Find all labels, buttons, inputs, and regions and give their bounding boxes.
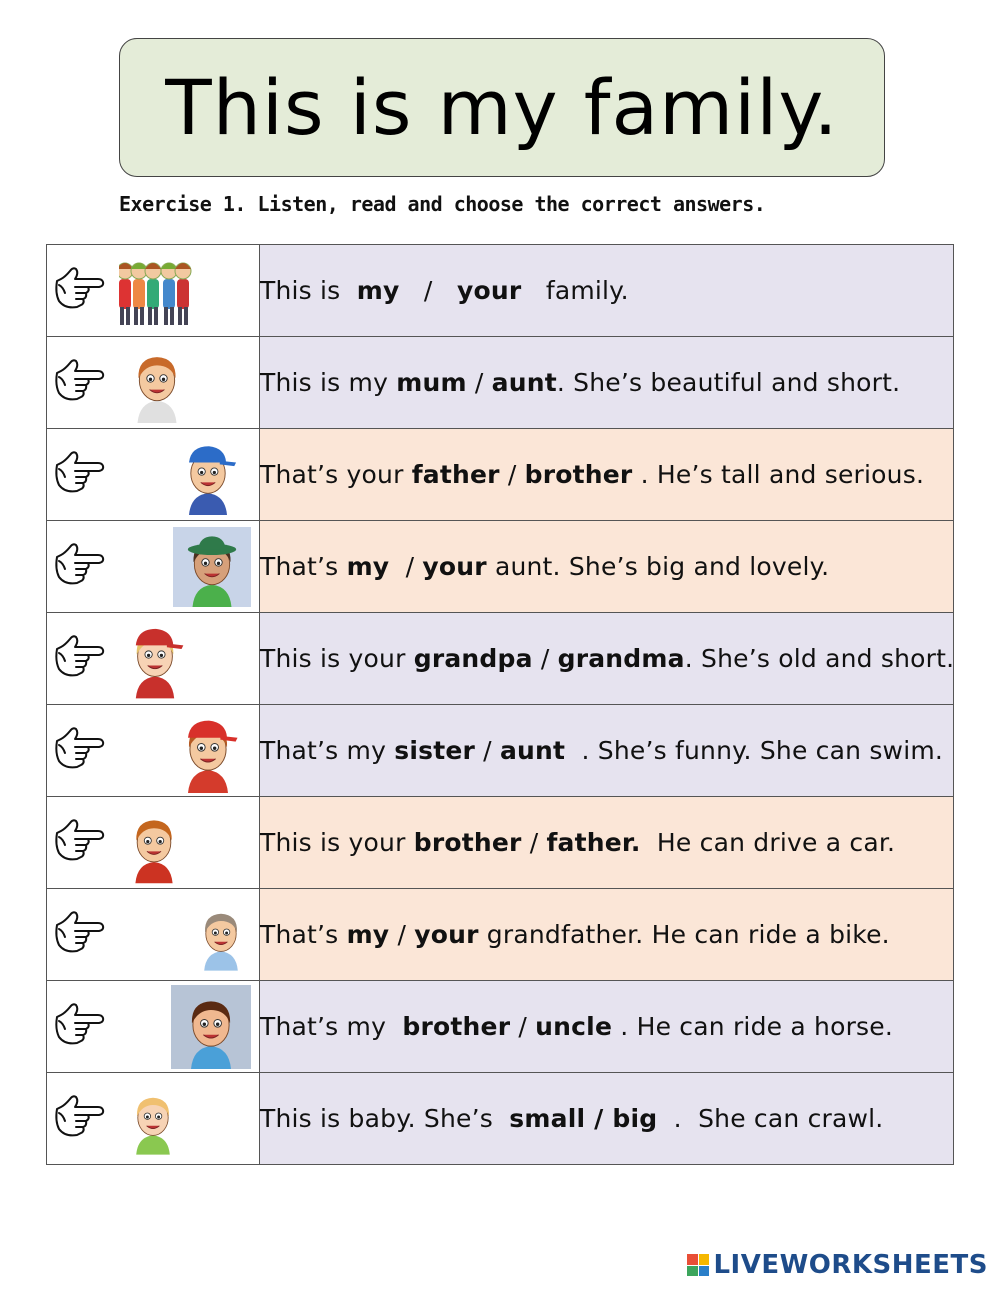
sentence-cell — [260, 889, 954, 981]
answer-choice[interactable]: father — [411, 460, 500, 489]
exercise-row — [47, 705, 954, 797]
row-picture-cell — [47, 797, 260, 889]
row-picture-cell — [47, 889, 260, 981]
sentence-text: That’s my — [260, 1012, 403, 1041]
exercise-row — [47, 889, 954, 981]
sentence-text: That’s your — [260, 460, 412, 489]
sentence-cell — [260, 429, 954, 521]
sentence-text: / — [521, 828, 547, 857]
exercise-row — [47, 429, 954, 521]
pointing-hand-icon — [51, 817, 105, 865]
row-picture-cell — [47, 705, 260, 797]
page-title: This is my family. — [165, 63, 839, 152]
row-picture-cell — [47, 613, 260, 705]
sentence-text: That’s — [260, 552, 347, 581]
exercise-row — [47, 245, 954, 337]
sentence-text: family. — [521, 276, 629, 305]
row-picture-cell — [47, 245, 260, 337]
brother-cap-illustration — [175, 439, 241, 519]
row-picture-cell — [47, 429, 260, 521]
exercise-row — [47, 797, 954, 889]
answer-choice[interactable]: brother — [402, 1012, 511, 1041]
sentence-cell — [260, 337, 954, 429]
sentence-text: . He’s tall and serious. — [632, 460, 925, 489]
sentence-text: This is your — [260, 644, 414, 673]
answer-choice[interactable]: father. — [546, 828, 641, 857]
sentence-text: grandfather. He can ride a bike. — [478, 920, 890, 949]
answer-choice[interactable]: your — [422, 552, 487, 581]
uncle-illustration — [171, 985, 251, 1069]
sentence-text: / — [389, 920, 415, 949]
sister-illustration — [173, 713, 243, 797]
sentence-text: / — [499, 460, 525, 489]
sentence-text: . He can ride a horse. — [612, 1012, 894, 1041]
pointing-hand-icon — [51, 1001, 105, 1049]
pointing-hand-icon — [51, 1093, 105, 1141]
answer-choice[interactable]: brother — [524, 460, 633, 489]
boy-illustration — [123, 805, 185, 891]
pointing-hand-icon — [51, 541, 105, 589]
answer-choice[interactable]: grandpa — [413, 644, 533, 673]
answer-choice[interactable]: your — [456, 276, 522, 305]
pointing-hand-icon — [51, 449, 105, 497]
row-picture-cell — [47, 1073, 260, 1165]
family-group-illustration — [119, 255, 199, 331]
sentence-text: . She can crawl. — [657, 1104, 884, 1133]
sentence-cell — [260, 613, 954, 705]
sentence-text: / — [466, 368, 492, 397]
sentence-cell — [260, 521, 954, 613]
sentence-text: / — [389, 552, 423, 581]
sentence-cell — [260, 245, 954, 337]
exercise-row — [47, 521, 954, 613]
pointing-hand-icon — [51, 909, 105, 957]
logo-mark-icon — [687, 1254, 709, 1276]
sentence-text: This is — [260, 276, 357, 305]
mum-illustration — [121, 345, 193, 427]
sentence-text: / — [475, 736, 500, 765]
grandma-illustration — [123, 619, 187, 705]
answer-choice[interactable]: small / big — [509, 1104, 658, 1133]
sentence-cell — [260, 705, 954, 797]
sentence-text: That’s — [260, 920, 347, 949]
sentence-text: / — [510, 1012, 536, 1041]
row-picture-cell — [47, 521, 260, 613]
exercise-row — [47, 981, 954, 1073]
exercise-table — [46, 244, 954, 1165]
answer-choice[interactable]: my — [356, 276, 400, 305]
pointing-hand-icon — [51, 725, 105, 773]
answer-choice[interactable]: grandma — [557, 644, 685, 673]
answer-choice[interactable]: sister — [394, 736, 476, 765]
sentence-text: That’s my — [260, 736, 395, 765]
sentence-text: . She’s old and short. — [684, 644, 955, 673]
sentence-text: This is my — [260, 368, 397, 397]
logo-text: LIVEWORKSHEETS — [713, 1250, 988, 1280]
sentence-text: / — [532, 644, 558, 673]
sentence-text: This is baby. She’s — [260, 1104, 510, 1133]
answer-choice[interactable]: my — [346, 552, 390, 581]
sentence-cell — [260, 981, 954, 1073]
row-picture-cell — [47, 337, 260, 429]
exercise-instruction: Exercise 1. Listen, read and choose the correct answers. — [119, 192, 766, 216]
sentence-text: / — [399, 276, 457, 305]
answer-choice[interactable]: aunt — [491, 368, 557, 397]
answer-choice[interactable]: my — [346, 920, 390, 949]
sentence-text: . She’s funny. She can swim. — [565, 736, 944, 765]
aunt-illustration — [173, 527, 251, 607]
exercise-row — [47, 613, 954, 705]
answer-choice[interactable]: uncle — [535, 1012, 613, 1041]
title-box — [119, 38, 885, 177]
sentence-cell — [260, 797, 954, 889]
answer-choice[interactable]: brother — [413, 828, 522, 857]
exercise-row — [47, 337, 954, 429]
pointing-hand-icon — [51, 265, 105, 313]
grandfather-illustration — [193, 901, 249, 977]
sentence-text: aunt. She’s big and lovely. — [486, 552, 830, 581]
pointing-hand-icon — [51, 633, 105, 681]
sentence-text: . She’s beautiful and short. — [556, 368, 901, 397]
pointing-hand-icon — [51, 357, 105, 405]
row-picture-cell — [47, 981, 260, 1073]
sentence-text: He can drive a car. — [640, 828, 896, 857]
liveworksheets-logo — [687, 1250, 988, 1280]
answer-choice[interactable]: aunt — [499, 736, 566, 765]
baby-illustration — [125, 1085, 181, 1161]
answer-choice[interactable]: mum — [396, 368, 467, 397]
exercise-row — [47, 1073, 954, 1165]
answer-choice[interactable]: your — [414, 920, 479, 949]
sentence-text: This is your — [260, 828, 414, 857]
sentence-cell — [260, 1073, 954, 1165]
